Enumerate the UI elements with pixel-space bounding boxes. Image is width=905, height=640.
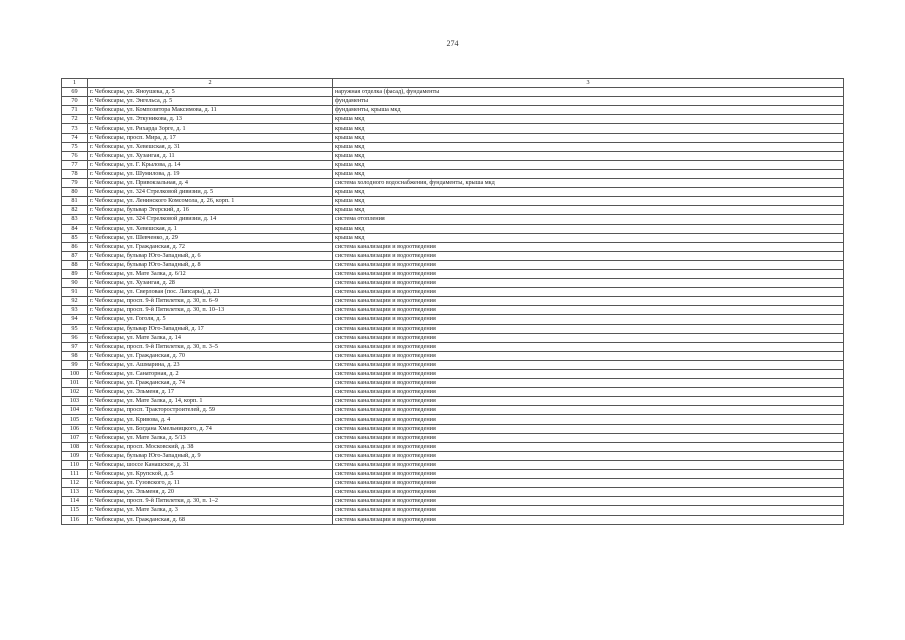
address-cell: г. Чебоксары, ул. Ашмарина, д. 23 [88, 360, 333, 369]
work-type-cell: крыша мкд [333, 133, 844, 142]
table-row [62, 288, 844, 297]
table-row [62, 169, 844, 178]
address-cell: г. Чебоксары, ул. Гражданская, д. 68 [88, 515, 333, 524]
address-cell: г. Чебоксары, бульвар Юго-Западный, д. 6 [88, 251, 333, 260]
row-number: 86 [62, 242, 88, 251]
address-cell: г. Чебоксары, ул. Гоголя, д. 5 [88, 315, 333, 324]
address-cell: г. Чебоксары, ул. Крупской, д. 5 [88, 470, 333, 479]
table-row [62, 115, 844, 124]
work-type-cell: фундаменты, крыша мкд [333, 106, 844, 115]
work-type-cell: система канализации и водоотведения [333, 388, 844, 397]
address-cell: г. Чебоксары, ул. Мате Залка, д. 3 [88, 506, 333, 515]
table-row [62, 179, 844, 188]
row-number: 76 [62, 151, 88, 160]
address-cell: г. Чебоксары, ул. Шевченко, д. 29 [88, 233, 333, 242]
address-cell: г. Чебоксары, просп. Московский, д. 38 [88, 442, 333, 451]
table-row [62, 324, 844, 333]
work-type-cell: наружная отделка (фасад), фундаменты [333, 88, 844, 97]
row-number: 90 [62, 279, 88, 288]
row-number: 95 [62, 324, 88, 333]
row-number: 111 [62, 470, 88, 479]
address-cell: г. Чебоксары, ул. 324 Стрелковой дивизии, д. 14 [88, 215, 333, 224]
address-cell: г. Чебоксары, бульвар Эгерский, д. 16 [88, 206, 333, 215]
address-cell: г. Чебоксары, бульвар Юго-Западный, д. 9 [88, 451, 333, 460]
table-row [62, 251, 844, 260]
address-cell: г. Чебоксары, просп. Мира, д. 17 [88, 133, 333, 142]
row-number: 81 [62, 197, 88, 206]
table-row [62, 124, 844, 133]
table-body [62, 88, 844, 525]
table-row [62, 379, 844, 388]
address-cell: г. Чебоксары, ул. Мате Залка, д. 14 [88, 333, 333, 342]
row-number: 91 [62, 288, 88, 297]
row-number: 82 [62, 206, 88, 215]
row-number: 109 [62, 451, 88, 460]
table-row [62, 424, 844, 433]
table-row [62, 215, 844, 224]
table-row [62, 206, 844, 215]
address-cell: г. Чебоксары, ул. Мате Залка, д. 5/13 [88, 433, 333, 442]
address-cell: г. Чебоксары, ул. 324 Стрелковой дивизии, д. 5 [88, 188, 333, 197]
row-number: 72 [62, 115, 88, 124]
work-type-cell: крыша мкд [333, 224, 844, 233]
table-row [62, 269, 844, 278]
work-type-cell: крыша мкд [333, 233, 844, 242]
table-row [62, 433, 844, 442]
table-row [62, 360, 844, 369]
table-row [62, 197, 844, 206]
work-type-cell: крыша мкд [333, 115, 844, 124]
work-type-cell: система канализации и водоотведения [333, 488, 844, 497]
row-number: 98 [62, 351, 88, 360]
table-row [62, 488, 844, 497]
work-type-cell: крыша мкд [333, 197, 844, 206]
work-type-cell: система холодного водоснабжения, фундаменты, крыша мкд [333, 179, 844, 188]
address-cell: г. Чебоксары, ул. Композитора Максимова, д. 11 [88, 106, 333, 115]
table-row [62, 315, 844, 324]
row-number: 106 [62, 424, 88, 433]
table-row [62, 406, 844, 415]
work-type-cell: крыша мкд [333, 188, 844, 197]
table-row [62, 242, 844, 251]
row-number: 84 [62, 224, 88, 233]
table-row [62, 479, 844, 488]
row-number: 80 [62, 188, 88, 197]
work-type-cell: фундаменты [333, 97, 844, 106]
table-row [62, 415, 844, 424]
address-cell: г. Чебоксары, ул. Рихарда Зорге, д. 1 [88, 124, 333, 133]
row-number: 89 [62, 269, 88, 278]
row-number: 116 [62, 515, 88, 524]
table-row [62, 333, 844, 342]
table-row [62, 297, 844, 306]
table-row [62, 233, 844, 242]
work-type-cell: система канализации и водоотведения [333, 306, 844, 315]
row-number: 93 [62, 306, 88, 315]
work-type-cell: система канализации и водоотведения [333, 379, 844, 388]
row-number: 101 [62, 379, 88, 388]
table-row [62, 279, 844, 288]
row-number: 114 [62, 497, 88, 506]
address-cell: г. Чебоксары, ул. Энгельса, д. 5 [88, 97, 333, 106]
table-row [62, 260, 844, 269]
address-cell: г. Чебоксары, ул. Гражданская, д. 72 [88, 242, 333, 251]
address-cell: г. Чебоксары, ул. Кривова, д. 4 [88, 415, 333, 424]
table-row [62, 506, 844, 515]
address-cell: г. Чебоксары, ул. Санаторная, д. 2 [88, 370, 333, 379]
row-number: 88 [62, 260, 88, 269]
table-row [62, 388, 844, 397]
work-type-cell: система канализации и водоотведения [333, 351, 844, 360]
table-row [62, 97, 844, 106]
table-row [62, 133, 844, 142]
work-type-cell: система канализации и водоотведения [333, 370, 844, 379]
work-type-cell: система канализации и водоотведения [333, 260, 844, 269]
table-row [62, 306, 844, 315]
work-type-cell: система канализации и водоотведения [333, 424, 844, 433]
table-row [62, 497, 844, 506]
work-type-cell: крыша мкд [333, 142, 844, 151]
table-row [62, 460, 844, 469]
address-cell: г. Чебоксары, ул. Привокзальная, д. 4 [88, 179, 333, 188]
work-type-cell: система канализации и водоотведения [333, 506, 844, 515]
work-type-cell: система канализации и водоотведения [333, 360, 844, 369]
address-cell: г. Чебоксары, ул. Хузангая, д. 28 [88, 279, 333, 288]
address-cell: г. Чебоксары, просп. 9-й Пятилетки, д. 30, п. 6–9 [88, 297, 333, 306]
header-col-2: 2 [88, 79, 333, 88]
work-type-cell: система канализации и водоотведения [333, 397, 844, 406]
row-number: 104 [62, 406, 88, 415]
address-cell: г. Чебоксары, ул. Хевешская, д. 31 [88, 142, 333, 151]
work-type-cell: система канализации и водоотведения [333, 288, 844, 297]
address-cell: г. Чебоксары, ул. Г. Крылова, д. 14 [88, 160, 333, 169]
row-number: 92 [62, 297, 88, 306]
table-row [62, 142, 844, 151]
address-cell: г. Чебоксары, ул. Хузангая, д. 11 [88, 151, 333, 160]
table-row [62, 515, 844, 524]
row-number: 105 [62, 415, 88, 424]
registry-table [61, 78, 844, 525]
address-cell: г. Чебоксары, просп. 9-й Пятилетки, д. 30, п. 1–2 [88, 497, 333, 506]
address-cell: г. Чебоксары, шоссе Канашское, д. 31 [88, 460, 333, 469]
table-row [62, 106, 844, 115]
work-type-cell: крыша мкд [333, 169, 844, 178]
row-number: 85 [62, 233, 88, 242]
work-type-cell: система канализации и водоотведения [333, 415, 844, 424]
address-cell: г. Чебоксары, ул. Мате Залка, д. 6/12 [88, 269, 333, 278]
work-type-cell: система канализации и водоотведения [333, 251, 844, 260]
page-number: 274 [446, 39, 459, 48]
work-type-cell: система канализации и водоотведения [333, 279, 844, 288]
address-cell: г. Чебоксары, ул. Гражданская, д. 74 [88, 379, 333, 388]
work-type-cell: система канализации и водоотведения [333, 324, 844, 333]
address-cell: г. Чебоксары, ул. Гузовского, д. 11 [88, 479, 333, 488]
work-type-cell: система канализации и водоотведения [333, 242, 844, 251]
table-row [62, 397, 844, 406]
address-cell: г. Чебоксары, просп. 9-й Пятилетки, д. 30, п. 10–13 [88, 306, 333, 315]
row-number: 102 [62, 388, 88, 397]
row-number: 103 [62, 397, 88, 406]
row-number: 75 [62, 142, 88, 151]
address-cell: г. Чебоксары, ул. Гражданская, д. 70 [88, 351, 333, 360]
row-number: 77 [62, 160, 88, 169]
row-number: 74 [62, 133, 88, 142]
table-row [62, 151, 844, 160]
table-row [62, 88, 844, 97]
header-col-3: 3 [333, 79, 844, 88]
row-number: 100 [62, 370, 88, 379]
work-type-cell: крыша мкд [333, 206, 844, 215]
work-type-cell: система канализации и водоотведения [333, 451, 844, 460]
address-cell: г. Чебоксары, ул. Яноушека, д. 5 [88, 88, 333, 97]
row-number: 107 [62, 433, 88, 442]
work-type-cell: крыша мкд [333, 151, 844, 160]
address-cell: г. Чебоксары, ул. Эткуникова, д. 13 [88, 115, 333, 124]
address-cell: г. Чебоксары, ул. Хевешская, д. 1 [88, 224, 333, 233]
row-number: 94 [62, 315, 88, 324]
address-cell: г. Чебоксары, бульвар Юго-Западный, д. 17 [88, 324, 333, 333]
work-type-cell: система канализации и водоотведения [333, 269, 844, 278]
address-cell: г. Чебоксары, ул. Эльменя, д. 17 [88, 388, 333, 397]
table-row [62, 188, 844, 197]
row-number: 99 [62, 360, 88, 369]
row-number: 69 [62, 88, 88, 97]
row-number: 96 [62, 333, 88, 342]
row-number: 108 [62, 442, 88, 451]
row-number: 79 [62, 179, 88, 188]
work-type-cell: система канализации и водоотведения [333, 333, 844, 342]
table-row [62, 470, 844, 479]
work-type-cell: система канализации и водоотведения [333, 297, 844, 306]
address-cell: г. Чебоксары, ул. Ленинского Комсомола, д. 26, корп. 1 [88, 197, 333, 206]
work-type-cell: система канализации и водоотведения [333, 442, 844, 451]
work-type-cell: система канализации и водоотведения [333, 342, 844, 351]
row-number: 113 [62, 488, 88, 497]
work-type-cell: система канализации и водоотведения [333, 433, 844, 442]
work-type-cell: крыша мкд [333, 160, 844, 169]
work-type-cell: система канализации и водоотведения [333, 470, 844, 479]
work-type-cell: система канализации и водоотведения [333, 406, 844, 415]
row-number: 87 [62, 251, 88, 260]
address-cell: г. Чебоксары, ул. Шумилова, д. 19 [88, 169, 333, 178]
work-type-cell: крыша мкд [333, 124, 844, 133]
address-cell: г. Чебоксары, бульвар Юго-Западный, д. 8 [88, 260, 333, 269]
row-number: 110 [62, 460, 88, 469]
table-row [62, 160, 844, 169]
table-row [62, 224, 844, 233]
table-header-row [62, 79, 844, 88]
work-type-cell: система канализации и водоотведения [333, 479, 844, 488]
table-row [62, 342, 844, 351]
work-type-cell: система канализации и водоотведения [333, 460, 844, 469]
row-number: 73 [62, 124, 88, 133]
work-type-cell: система канализации и водоотведения [333, 515, 844, 524]
row-number: 71 [62, 106, 88, 115]
work-type-cell: система канализации и водоотведения [333, 315, 844, 324]
row-number: 70 [62, 97, 88, 106]
address-cell: г. Чебоксары, ул. Мате Залка, д. 14, корп. 1 [88, 397, 333, 406]
work-type-cell: система отопления [333, 215, 844, 224]
address-cell: г. Чебоксары, просп. 9-й Пятилетки, д. 30, п. 3–5 [88, 342, 333, 351]
header-col-1: 1 [62, 79, 88, 88]
table-row [62, 370, 844, 379]
row-number: 83 [62, 215, 88, 224]
table-row [62, 351, 844, 360]
row-number: 112 [62, 479, 88, 488]
work-type-cell: система канализации и водоотведения [333, 497, 844, 506]
address-cell: г. Чебоксары, ул. Богдана Хмельницкого, д. 74 [88, 424, 333, 433]
address-cell: г. Чебоксары, ул. Эльменя, д. 20 [88, 488, 333, 497]
address-cell: г. Чебоксары, просп. Тракторостроителей, д. 59 [88, 406, 333, 415]
table-row [62, 442, 844, 451]
row-number: 115 [62, 506, 88, 515]
row-number: 78 [62, 169, 88, 178]
row-number: 97 [62, 342, 88, 351]
address-cell: г. Чебоксары, ул. Сверловая (пос. Лапсары), д. 21 [88, 288, 333, 297]
table-row [62, 451, 844, 460]
